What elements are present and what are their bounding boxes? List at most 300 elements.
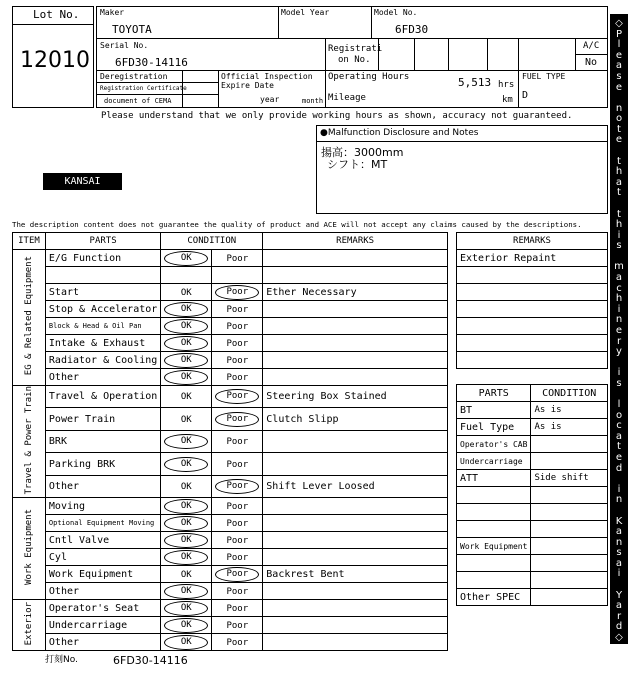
table-row: [457, 521, 608, 538]
item-group-label: Exterior: [23, 602, 34, 646]
sidebar-char: c: [616, 282, 622, 294]
part-name: Cyl: [45, 549, 160, 566]
parts-header: PARTS: [45, 233, 160, 250]
sidebar-char: h: [615, 293, 623, 305]
table-row: [13, 498, 448, 515]
remark-text: Clutch Slipp: [263, 408, 448, 430]
condition-poor-mark: Poor: [226, 518, 249, 529]
condition-poor-mark: Poor: [226, 620, 249, 631]
table-row: [457, 301, 608, 318]
condition-ok-cell: [161, 267, 212, 284]
condition-ok-mark: OK: [164, 434, 208, 449]
remark-text: Shift Lever Loosed: [263, 475, 448, 498]
condition-poor-cell: [212, 549, 263, 566]
right-remark-cell: [457, 267, 608, 284]
sidebar-char: h: [615, 219, 623, 231]
condition-poor-mark: Poor: [226, 355, 249, 366]
table-row: [457, 267, 608, 284]
table-row: [457, 487, 608, 504]
item-header: ITEM: [13, 233, 46, 250]
condition-poor-cell: [212, 335, 263, 352]
condition-poor-cell: [212, 301, 263, 318]
sidebar-char: s: [616, 70, 622, 82]
remarks-header: REMARKS: [263, 233, 448, 250]
right-remark-cell: Exterior Repaint: [457, 250, 608, 267]
table-row: [13, 475, 448, 498]
condition-ok-cell: [161, 475, 212, 498]
item-group-label: Travel & Power Train: [23, 386, 34, 495]
sidebar-char: n: [615, 536, 623, 548]
right-part-condition: [531, 589, 608, 606]
table-row: [13, 408, 448, 430]
condition-poor-mark: Poor: [215, 285, 259, 300]
sidebar-char: K: [615, 515, 623, 527]
remark-text: Backrest Bent: [263, 566, 448, 583]
item-group-cell: [13, 600, 46, 651]
table-row: [13, 453, 448, 475]
right-part-condition: As is: [531, 402, 608, 419]
table-row: [13, 318, 448, 335]
malfunction-title: ●Malfunction Disclosure and Notes: [320, 128, 479, 138]
condition-poor-cell: [212, 475, 263, 498]
table-row: [457, 453, 608, 470]
part-name: [45, 267, 160, 284]
condition-poor-mark: Poor: [215, 389, 259, 404]
malfunction-line-1: 揚高：3000mm: [321, 146, 404, 159]
right-part-condition: Side shift: [531, 470, 608, 487]
op-hours-label: Operating Hours: [328, 72, 410, 82]
remark-text: Steering Box Stained: [263, 386, 448, 408]
sidebar-char: t: [617, 123, 621, 135]
condition-poor-cell: [212, 386, 263, 408]
part-name: Other: [45, 369, 160, 386]
table-row: [13, 583, 448, 600]
right-part-name: [457, 572, 531, 589]
remark-text: [263, 369, 448, 386]
right-part-name: BT: [457, 402, 531, 419]
remark-text: [263, 453, 448, 475]
right-remark-cell: [457, 301, 608, 318]
condition-poor-mark: Poor: [226, 304, 249, 315]
sidebar-char: n: [615, 102, 623, 114]
sidebar-char: i: [617, 303, 621, 315]
condition-ok-mark: OK: [164, 516, 208, 531]
sidebar-char: a: [615, 600, 623, 612]
sidebar-char: s: [616, 547, 622, 559]
condition-ok-mark: OK: [164, 251, 208, 266]
sidebar-char: Y: [615, 589, 623, 601]
part-name: Travel & Operation: [45, 386, 160, 408]
remark-text: [263, 430, 448, 452]
sidebar-char: r: [616, 610, 622, 622]
sidebar-char: P: [615, 28, 623, 40]
sidebar-char: a: [615, 557, 623, 569]
remark-text: [263, 352, 448, 369]
right-part-condition: [531, 436, 608, 453]
part-name: BRK: [45, 430, 160, 452]
table-row: [13, 352, 448, 369]
condition-ok-cell: [161, 453, 212, 475]
condition-ok-cell: [161, 515, 212, 532]
right-part-name: [457, 555, 531, 572]
sidebar-char: e: [615, 452, 623, 464]
ac-value: No: [585, 57, 598, 68]
remark-text: [263, 318, 448, 335]
km-label: km: [502, 95, 513, 105]
right-part-name: [457, 521, 531, 538]
condition-ok-mark: OK: [164, 618, 208, 633]
right-remarks-body: [457, 233, 608, 369]
condition-poor-mark: Poor: [226, 459, 249, 470]
remark-text: [263, 335, 448, 352]
sidebar-char: s: [616, 240, 622, 252]
inspection-header-row: [13, 233, 448, 250]
sidebar-char: i: [617, 367, 621, 379]
part-name: Moving: [45, 498, 160, 515]
reg-cert-label: Registration Certificate: [100, 85, 187, 92]
sidebar-char: t: [617, 208, 621, 220]
condition-poor-mark: Poor: [226, 586, 249, 597]
sidebar-char: a: [615, 526, 623, 538]
condition-header: CONDITION: [161, 233, 263, 250]
model-no-value: 6FD30: [395, 23, 429, 36]
condition-poor-cell: [212, 617, 263, 634]
right-part-condition: As is: [531, 419, 608, 436]
table-row: [457, 555, 608, 572]
fuel-type-value: D: [522, 90, 529, 101]
item-group-cell: [13, 250, 46, 386]
condition-ok-mark: OK: [180, 287, 192, 298]
inspection-table: [12, 232, 448, 651]
condition-poor-cell: [212, 498, 263, 515]
table-row: [13, 301, 448, 318]
condition-ok-cell: [161, 318, 212, 335]
condition-poor-cell: [212, 369, 263, 386]
table-row: [457, 436, 608, 453]
sidebar-char: a: [615, 430, 623, 442]
condition-ok-mark: OK: [164, 370, 208, 385]
right-part-condition: [531, 453, 608, 470]
sidebar-char: e: [615, 81, 623, 93]
table-row: [13, 532, 448, 549]
condition-poor-mark: Poor: [215, 567, 259, 582]
condition-poor-mark: Poor: [226, 637, 249, 648]
condition-ok-cell: [161, 617, 212, 634]
condition-ok-mark: OK: [164, 302, 208, 317]
table-row: [457, 572, 608, 589]
condition-ok-cell: [161, 498, 212, 515]
remark-text: [263, 617, 448, 634]
condition-poor-cell: [212, 453, 263, 475]
part-name: Power Train: [45, 408, 160, 430]
right-part-condition: [531, 487, 608, 504]
sidebar-char: r: [616, 335, 622, 347]
maker-value: TOYOTA: [112, 23, 152, 36]
malfunction-line-2: シフト：MT: [327, 158, 388, 171]
registration-label-1: Registrati: [328, 44, 383, 54]
sidebar-char: l: [617, 39, 621, 51]
table-row: [457, 470, 608, 487]
condition-ok-cell: [161, 284, 212, 301]
condition-ok-cell: [161, 532, 212, 549]
lot-number: 12010: [20, 48, 90, 73]
condition-ok-mark: OK: [164, 457, 208, 472]
year-label: year: [260, 95, 280, 104]
right-parts-table: [456, 384, 608, 606]
sidebar-char: d: [615, 621, 623, 633]
part-name: Stop & Accelerator: [45, 301, 160, 318]
month-label: month: [302, 97, 324, 105]
sidebar-char: a: [615, 60, 623, 72]
condition-ok-cell: [161, 566, 212, 583]
serial-value: 6FD30-14116: [115, 56, 188, 69]
sidebar-char: ◇: [615, 632, 623, 643]
item-group-label: EG & Related Equipment: [23, 256, 34, 376]
condition-poor-mark: Poor: [226, 437, 249, 448]
location-sidebar: [610, 14, 628, 644]
lot-label: Lot No.: [33, 8, 80, 21]
remark-text: [263, 549, 448, 566]
condition-poor-mark: Poor: [215, 479, 259, 494]
table-row: [13, 617, 448, 634]
remark-text: [263, 600, 448, 617]
right-remarks-header-row: [457, 233, 608, 250]
right-part-condition: [531, 521, 608, 538]
table-row: [13, 600, 448, 617]
official-label-2: Expire Date: [221, 81, 274, 90]
right-part-condition: [531, 538, 608, 555]
stamp-value: 6FD30-14116: [113, 654, 188, 667]
sidebar-char: e: [615, 325, 623, 336]
condition-ok-mark: OK: [180, 482, 192, 493]
part-name: Start: [45, 284, 160, 301]
location-badge: [43, 173, 122, 190]
remark-text: [263, 301, 448, 318]
sidebar-char: a: [615, 176, 623, 188]
part-name: Block & Head & Oil Pan: [45, 318, 160, 335]
sidebar-char: o: [615, 409, 623, 421]
part-name: Parking BRK: [45, 453, 160, 475]
maker-label: Maker: [100, 8, 125, 17]
mileage-label: Mileage: [328, 93, 366, 103]
op-hours-value: 5,513: [458, 76, 492, 89]
condition-poor-cell: [212, 408, 263, 430]
stamp-label: 打刻No.: [45, 655, 78, 665]
sidebar-char: c: [616, 420, 622, 432]
condition-poor-mark: Poor: [226, 501, 249, 512]
table-row: [13, 335, 448, 352]
table-row: [13, 566, 448, 583]
condition-poor-cell: [212, 600, 263, 617]
sidebar-char: m: [614, 261, 624, 273]
dereg-label: Deregistration: [100, 72, 168, 81]
right-part-name: [457, 487, 531, 504]
part-name: Optional Equipment Moving: [45, 515, 160, 532]
registration-label-2: on No.: [338, 55, 371, 65]
remark-text: Ether Necessary: [263, 284, 448, 301]
condition-poor-mark: Poor: [215, 412, 259, 427]
condition-poor-cell: [212, 634, 263, 651]
condition-ok-mark: OK: [164, 533, 208, 548]
table-row: [13, 549, 448, 566]
condition-ok-cell: [161, 352, 212, 369]
condition-ok-mark: OK: [164, 319, 208, 334]
sidebar-char: ◇: [615, 18, 623, 29]
right-part-name: ATT: [457, 470, 531, 487]
sidebar-char: e: [615, 134, 623, 146]
sidebar-char: i: [617, 568, 621, 580]
remark-text: [263, 583, 448, 600]
right-remark-cell: [457, 284, 608, 301]
condition-poor-cell: [212, 250, 263, 267]
condition-poor-cell: [212, 267, 263, 284]
right-parts-header: PARTS: [457, 385, 531, 402]
condition-poor-mark: Poor: [226, 372, 249, 383]
right-part-name: Undercarriage: [457, 453, 531, 470]
condition-poor-cell: [212, 352, 263, 369]
condition-poor-mark: Poor: [226, 321, 249, 332]
table-row: [13, 386, 448, 408]
table-row: [457, 284, 608, 301]
condition-ok-cell: [161, 549, 212, 566]
condition-poor-cell: [212, 532, 263, 549]
table-row: [457, 352, 608, 369]
table-row: [457, 504, 608, 521]
condition-ok-cell: [161, 408, 212, 430]
right-remark-cell: [457, 318, 608, 335]
sidebar-char: t: [617, 155, 621, 167]
part-name: Other: [45, 634, 160, 651]
sidebar-char: l: [617, 399, 621, 411]
table-row: [457, 402, 608, 419]
part-name: Undercarriage: [45, 617, 160, 634]
cema-label: document of CEMA: [104, 97, 172, 105]
sidebar-char: n: [615, 494, 623, 506]
right-remarks-table: [456, 232, 608, 369]
right-part-condition: [531, 555, 608, 572]
condition-ok-cell: [161, 386, 212, 408]
condition-poor-cell: [212, 284, 263, 301]
part-name: Cntl Valve: [45, 532, 160, 549]
part-name: Other: [45, 475, 160, 498]
sidebar-char: t: [617, 187, 621, 199]
sidebar-char: s: [616, 377, 622, 389]
item-group-cell: [13, 498, 46, 600]
right-part-name: Fuel Type: [457, 419, 531, 436]
sidebar-char: a: [615, 272, 623, 284]
part-name: Other: [45, 583, 160, 600]
right-part-condition: [531, 504, 608, 521]
table-row: [13, 267, 448, 284]
table-row: [13, 634, 448, 651]
serial-label: Serial No.: [100, 41, 149, 50]
model-year-label: Model Year: [281, 8, 330, 17]
remark-text: [263, 515, 448, 532]
item-group-cell: [13, 386, 46, 498]
condition-ok-mark: OK: [164, 336, 208, 351]
condition-ok-mark: OK: [164, 499, 208, 514]
sidebar-char: o: [615, 113, 623, 125]
table-row: [457, 250, 608, 267]
condition-ok-cell: [161, 600, 212, 617]
model-no-label: Model No.: [374, 8, 418, 17]
remark-text: [263, 267, 448, 284]
condition-ok-mark: OK: [164, 584, 208, 599]
table-row: [457, 589, 608, 606]
table-row: [457, 419, 608, 436]
condition-ok-mark: OK: [180, 392, 192, 403]
table-row: [457, 538, 608, 555]
remark-text: [263, 532, 448, 549]
sidebar-char: n: [615, 314, 623, 326]
condition-poor-cell: [212, 318, 263, 335]
right-part-name: Operator's CAB: [457, 436, 531, 453]
location-badge-text: KANSAI: [64, 176, 101, 187]
hrs-label: hrs: [498, 80, 515, 90]
condition-poor-mark: Poor: [226, 338, 249, 349]
table-row: [13, 250, 448, 267]
remark-text: [263, 498, 448, 515]
condition-ok-cell: [161, 583, 212, 600]
right-part-name: Other SPEC: [457, 589, 531, 606]
fuel-type-label: FUEL TYPE: [522, 72, 566, 81]
part-name: Work Equipment: [45, 566, 160, 583]
sidebar-char: y: [616, 346, 622, 358]
condition-ok-mark: OK: [164, 635, 208, 650]
remark-text: [263, 250, 448, 267]
condition-ok-mark: OK: [164, 601, 208, 616]
condition-ok-cell: [161, 301, 212, 318]
part-name: Operator's Seat: [45, 600, 160, 617]
right-remarks-header: REMARKS: [457, 233, 608, 250]
condition-poor-cell: [212, 566, 263, 583]
sidebar-char: i: [617, 229, 621, 241]
condition-poor-mark: Poor: [226, 535, 249, 546]
right-part-condition: [531, 572, 608, 589]
right-remark-cell: [457, 335, 608, 352]
condition-ok-cell: [161, 430, 212, 452]
sidebar-char: d: [615, 462, 623, 474]
condition-poor-mark: Poor: [226, 253, 249, 264]
sidebar-char: i: [617, 483, 621, 495]
condition-ok-cell: [161, 369, 212, 386]
condition-ok-mark: OK: [164, 353, 208, 368]
part-name: Intake & Exhaust: [45, 335, 160, 352]
inspection-table-body: [13, 233, 448, 651]
ac-label: A/C: [583, 41, 600, 51]
disclaimer-text: The description content does not guarantee the quality of product and ACE will not accept any claims caused by the descriptions.: [12, 220, 582, 229]
table-row: [13, 430, 448, 452]
part-name: Radiator & Cooling: [45, 352, 160, 369]
table-row: [13, 284, 448, 301]
condition-ok-cell: [161, 250, 212, 267]
condition-poor-mark: Poor: [226, 552, 249, 563]
condition-ok-cell: [161, 335, 212, 352]
right-condition-header: CONDITION: [531, 385, 608, 402]
table-row: [457, 318, 608, 335]
sidebar-char: e: [615, 49, 623, 61]
remark-text: [263, 634, 448, 651]
right-parts-body: [457, 385, 608, 606]
condition-poor-cell: [212, 583, 263, 600]
right-part-name: [457, 504, 531, 521]
right-parts-header-row: [457, 385, 608, 402]
part-name: E/G Function: [45, 250, 160, 267]
condition-ok-mark: OK: [180, 569, 192, 580]
sidebar-char: h: [615, 166, 623, 178]
table-row: [457, 335, 608, 352]
condition-poor-mark: Poor: [226, 603, 249, 614]
